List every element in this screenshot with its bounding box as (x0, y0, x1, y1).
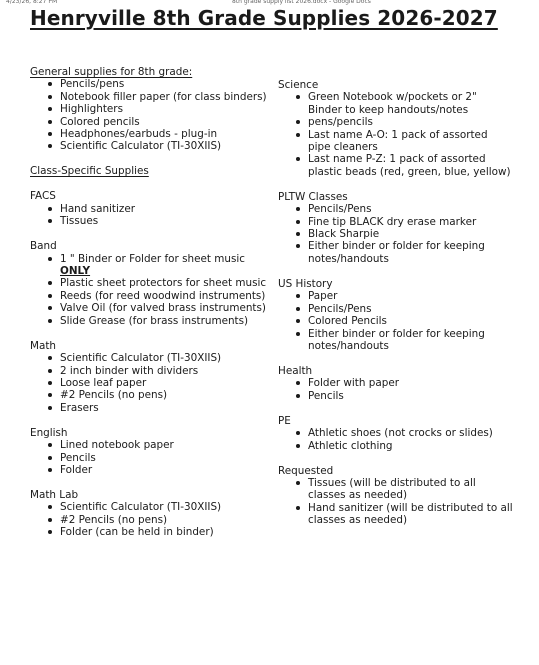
list-item: Green Notebook w/pockets or 2" Binder to keep handouts/notes (308, 91, 513, 116)
math-list (30, 352, 270, 414)
list-item: Folder with paper (308, 377, 513, 389)
pltw-heading: PLTW Classes (278, 190, 348, 203)
class-specific-heading: Class-Specific Supplies (30, 165, 149, 178)
print-doc-title: 8th grade supply list 2026.docx - Google Docs (232, 0, 371, 5)
list-item: Plastic sheet protectors for sheet music (60, 277, 270, 289)
list-item: Tissues (60, 215, 270, 227)
list-item: Paper (308, 290, 513, 302)
right-column (278, 79, 513, 527)
list-item: Black Sharpie (308, 228, 513, 240)
list-item: Headphones/earbuds - plug-in (60, 128, 270, 140)
health-heading: Health (278, 364, 313, 377)
list-item: pens/pencils (308, 116, 513, 128)
list-item: Hand sanitizer (60, 203, 270, 215)
list-item: Pencils/Pens (308, 303, 513, 315)
pe-list (278, 427, 513, 452)
list-item: Either binder or folder for keeping notes/handouts (308, 240, 513, 265)
list-item: Folder (can be held in binder) (60, 526, 270, 538)
list-item: Tissues (will be distributed to all classes as needed) (308, 477, 513, 502)
list-item: 2 inch binder with dividers (60, 365, 270, 377)
list-item: Colored Pencils (308, 315, 513, 327)
health-list (278, 377, 513, 402)
english-heading: English (30, 426, 68, 439)
facs-heading: FACS (30, 190, 56, 203)
list-item: Highlighters (60, 103, 270, 115)
band-heading: Band (30, 240, 57, 253)
list-item: Pencils/Pens (308, 203, 513, 215)
list-item: Scientific Calculator (TI-30XIIS) (60, 501, 270, 513)
list-item: Athletic clothing (308, 440, 513, 452)
general-supplies-heading: General supplies for 8th grade: (30, 66, 193, 78)
math-lab-list (30, 501, 270, 538)
list-item (60, 253, 270, 278)
list-item: Last name P-Z: 1 pack of assorted plastic beads (red, green, blue, yellow) (308, 153, 513, 178)
list-item: Scientific Calculator (TI-30XIIS) (60, 352, 270, 364)
list-item: Either binder or folder for keeping notes/handouts (308, 328, 513, 353)
list-item: Hand sanitizer (will be distributed to all classes as needed) (308, 501, 513, 527)
list-item: Colored pencils (60, 116, 270, 128)
science-heading: Science (278, 79, 319, 91)
list-item: Notebook filler paper (for class binders) (60, 91, 270, 103)
band-binder-only: ONLY (60, 265, 91, 278)
math-lab-heading: Math Lab (30, 488, 79, 501)
list-item: Erasers (60, 402, 270, 414)
requested-list (278, 477, 513, 527)
general-supplies-list (30, 78, 270, 152)
requested-heading: Requested (278, 464, 334, 477)
list-item: Last name A-O: 1 pack of assorted pipe cleaners (308, 129, 513, 154)
list-item: Reeds (for reed woodwind instruments) (60, 290, 270, 302)
band-binder-text: 1 " Binder or Folder for sheet music (60, 252, 245, 265)
list-item: Loose leaf paper (60, 377, 270, 389)
list-item: Folder (60, 464, 270, 476)
list-item: Scientific Calculator (TI-30XIIS) (60, 140, 270, 152)
list-item: Lined notebook paper (60, 439, 270, 451)
list-item: Athletic shoes (not crocks or slides) (308, 427, 513, 439)
list-item: Pencils (308, 390, 513, 402)
facs-list (30, 203, 270, 228)
us-history-list (278, 290, 513, 352)
english-list (30, 439, 270, 476)
list-item: Pencils/pens (60, 78, 270, 90)
band-list (30, 253, 270, 327)
list-item: Pencils (60, 452, 270, 464)
math-heading: Math (30, 339, 56, 352)
left-column (30, 66, 270, 539)
list-item: Fine tip BLACK dry erase marker (308, 216, 513, 228)
list-item: #2 Pencils (no pens) (60, 514, 270, 526)
page-title: Henryville 8th Grade Supplies 2026-2027 (30, 6, 498, 30)
list-item: Slide Grease (for brass instruments) (60, 315, 270, 327)
list-item: #2 Pencils (no pens) (60, 389, 270, 401)
pltw-list (278, 203, 513, 265)
print-timestamp: 4/23/26, 8:27 PM (6, 0, 58, 5)
pe-heading: PE (278, 414, 291, 427)
list-item: Valve Oil (for valved brass instruments) (60, 302, 270, 314)
science-list (278, 91, 513, 178)
us-history-heading: US History (278, 277, 333, 290)
